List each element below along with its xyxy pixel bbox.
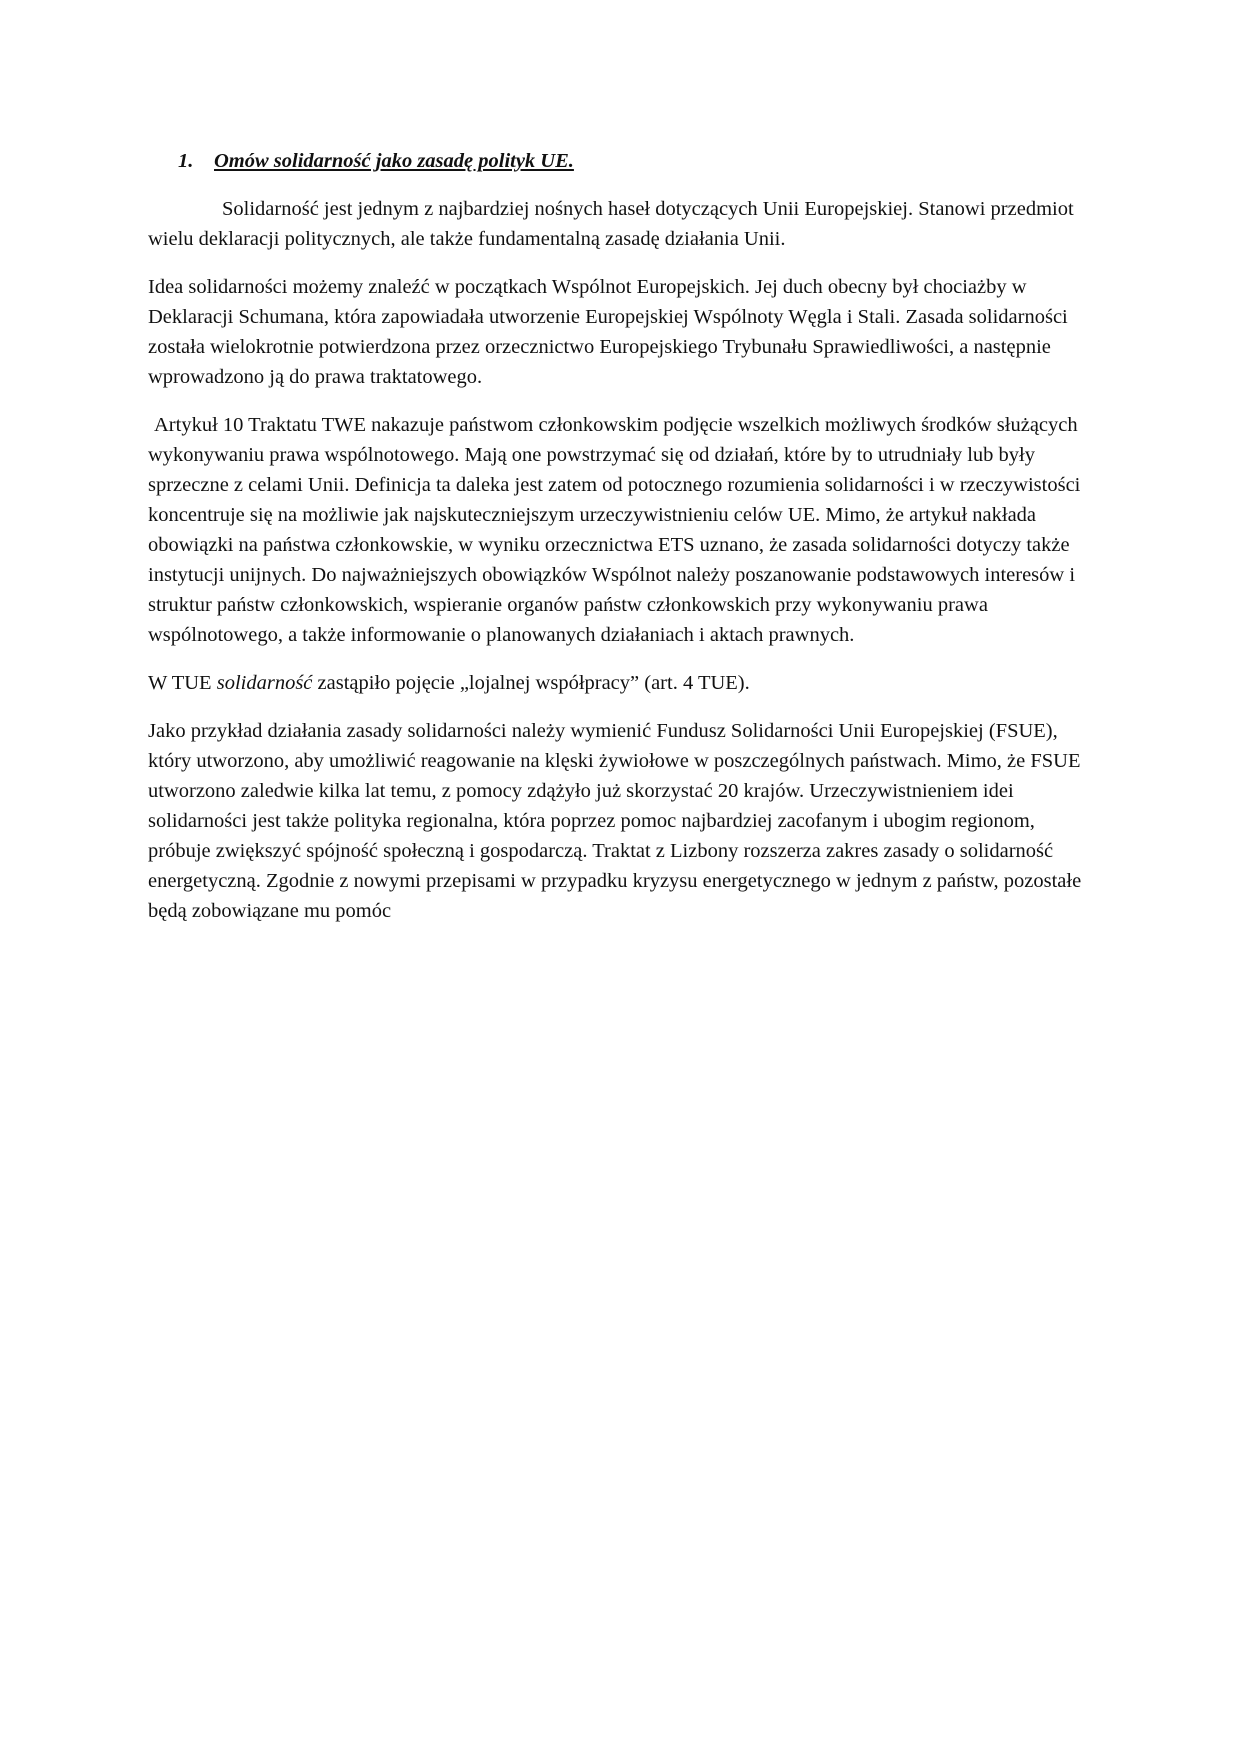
heading-number: 1.: [178, 150, 194, 172]
paragraph-fsue: Jako przykład działania zasady solidarności należy wymienić Fundusz Solidarności Unii Europejskiej (FSUE), który utworzono, aby umożliwić reagowanie na klęski żywiołowe w poszczególnych państwach. Mimo, że FSUE utworzono zaledwie kilka lat temu, z pomocy zdążyło już skorzystać 20 krajów. Urzeczywistnieniem idei solidarności jest także polityka regionalna, która poprzez pomoc najbardziej zacofanym i ubogim regionom, próbuje zwiększyć spójność społeczną i gospodarczą. Traktat z Lizbony rozszerza zakres zasady o solidarność energetyczną. Zgodnie z nowymi przepisami w przypadku kryzysu energetycznego w jednym z państw, pozostałe będą zobowiązane mu pomóc: [148, 720, 1082, 922]
paragraph-article-10: Artykuł 10 Traktatu TWE nakazuje państwom członkowskim podjęcie wszelkich możliwych środków służących wykonywaniu prawa wspólnotowego. Mają one powstrzymać się od działań, które by to utrudniały lub były sprzeczne z celami Unii. Definicja ta daleka jest zatem od potocznego rozumienia solidarności i w rzeczywistości koncentruje się na możliwie jak najskuteczniejszym urzeczywistnieniu celów UE. Mimo, że artykuł nakłada obowiązki na państwa członkowskie, w wyniku orzecznictwa ETS uznano, że zasada solidarności dotyczy także instytucji unijnych. Do najważniejszych obowiązków Wspólnot należy poszanowanie podstawowych interesów i struktur państw członkowskich, wspieranie organów państw członkowskich przy wykonywaniu prawa wspólnotowego, a także informowanie o planowanych działaniach i aktach prawnych.: [148, 414, 1081, 646]
paragraph-tue-emphasis: solidarność: [216, 672, 313, 694]
paragraph-origins: Idea solidarności możemy znaleźć w początkach Wspólnot Europejskich. Jej duch obecny był chociażby w Deklaracji Schumana, która zapowiadała utworzenie Europejskiej Wspólnoty Węgla i Stali. Zasada solidarności została wielokrotnie potwierdzona przez orzecznictwo Europejskiego Trybunału Sprawiedliwości, a następnie wprowadzono ją do prawa traktatowego.: [148, 276, 1068, 388]
heading-title: Omów solidarność jako zasadę polityk UE.: [214, 150, 574, 172]
paragraph-tue-after: zastąpiło pojęcie „lojalnej współpracy” (art. 4 TUE).: [312, 672, 750, 694]
paragraph-intro: Solidarność jest jednym z najbardziej nośnych haseł dotyczących Unii Europejskiej. Stanowi przedmiot wielu deklaracji politycznych, ale także fundamentalną zasadę działania Unii.: [148, 198, 1074, 250]
paragraph-tue: [148, 668, 1092, 698]
section-heading: [178, 146, 1092, 176]
document-body: [148, 146, 1092, 944]
paragraph-tue-before: W TUE: [148, 672, 217, 694]
